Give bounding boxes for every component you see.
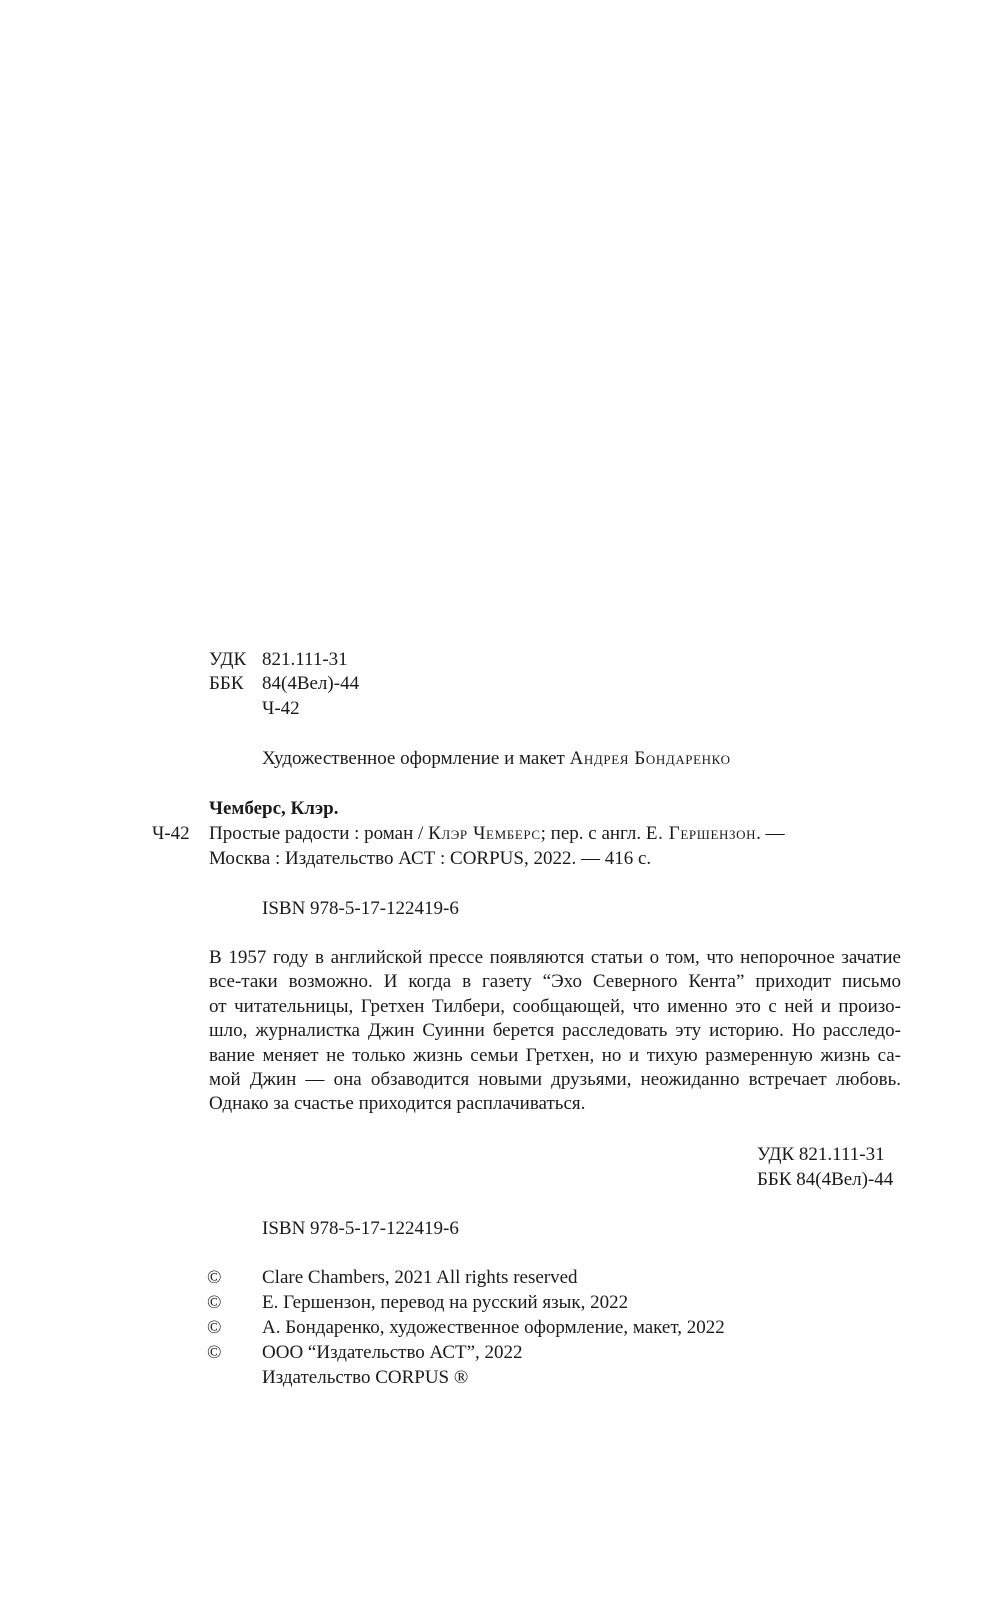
design-credit-name: Андрея Бондаренко	[569, 748, 731, 769]
author-heading: Чемберс, Клэр.	[209, 798, 339, 819]
bib-translation: ; пер. с англ.	[540, 823, 646, 844]
annotation-line: шло, журналистка Джин Суинни берется расследовать эту историю. Но расследо-	[209, 1020, 901, 1042]
copyright-text: ООО “Издательство АСТ”, 2022	[262, 1342, 523, 1363]
bbk-right: ББК 84(4Вел)-44	[757, 1169, 894, 1190]
annotation	[209, 946, 901, 1117]
bib-title-line	[209, 822, 785, 847]
design-credit	[262, 747, 731, 772]
udk-label: УДК	[209, 649, 247, 670]
bib-translator: Е. Гершензон	[645, 823, 757, 844]
udk-right: УДК 821.111-31	[757, 1144, 885, 1165]
bib-publisher-line: Москва : Издательство АСТ : CORPUS, 2022. — 416 с.	[209, 848, 652, 869]
copyright-line	[207, 1291, 628, 1316]
udk-value: 821.111-31	[262, 649, 348, 670]
bib-author-sign: Ч-42	[152, 823, 190, 844]
copyright-line	[207, 1316, 725, 1341]
bbk-value: 84(4Вел)-44	[262, 673, 360, 694]
copyright-line	[207, 1266, 578, 1291]
annotation-line: вание меняет не только жизнь семьи Гретхен, но и тихую размеренную жизнь са-	[209, 1044, 901, 1066]
copyright-line	[207, 1341, 523, 1366]
annotation-line: от читательницы, Гретхен Тилбери, сообщающей, что именно это с ней и произо-	[209, 995, 901, 1017]
copyright-text: А. Бондаренко, художественное оформление, макет, 2022	[262, 1317, 725, 1338]
annotation-line: Однако за счастье приходится расплачиваться.	[209, 1093, 586, 1115]
copyright-symbol: ©	[207, 1342, 222, 1363]
copyright-text: Clare Chambers, 2021 All rights reserved	[262, 1267, 578, 1288]
bib-dash: . —	[756, 823, 785, 844]
annotation-line: все-таки возможно. И когда в газету “Эхо Северного Кента” приходит письмо	[209, 971, 901, 993]
imprint: Издательство CORPUS ®	[262, 1367, 469, 1388]
isbn-bottom: ISBN 978-5-17-122419-6	[262, 1218, 459, 1239]
copyright-symbol: ©	[207, 1267, 222, 1288]
isbn-top: ISBN 978-5-17-122419-6	[262, 898, 459, 919]
bbk-label: ББК	[209, 673, 244, 694]
annotation-line: мой Джин — она обзаводится новыми друзьями, неожиданно встречает любовь.	[209, 1069, 901, 1091]
bib-author-name: Клэр Чемберс	[428, 823, 541, 844]
copyright-symbol: ©	[207, 1317, 222, 1338]
copyright-text: Е. Гершензон, перевод на русский язык, 2022	[262, 1292, 629, 1313]
annotation-line: В 1957 году в английской прессе появляются статьи о том, что непорочное зачатие	[209, 947, 901, 968]
bib-title: Простые радости : роман /	[209, 823, 429, 844]
design-credit-prefix: Художественное оформление и макет	[262, 748, 570, 769]
copyright-symbol: ©	[207, 1292, 222, 1313]
author-sign: Ч-42	[262, 698, 300, 719]
